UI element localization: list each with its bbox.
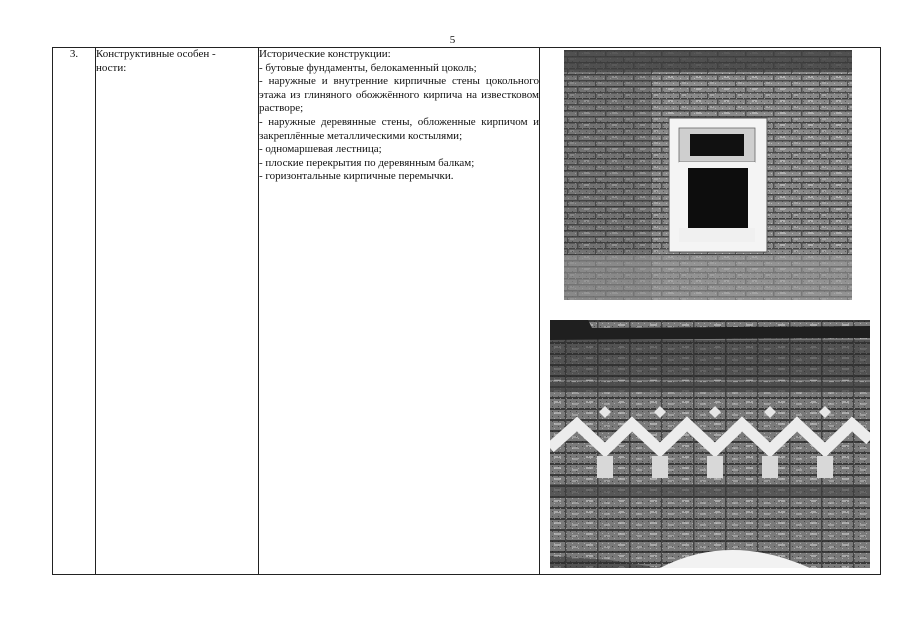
page-number: 5 [449,34,456,46]
brick-wall-window-photo [564,50,852,300]
row-number: 3. [53,48,96,575]
table-row [53,48,881,575]
features-table [52,47,881,575]
photos-cell [540,48,881,575]
row-label-line: ности: [96,61,127,74]
description-item: - наружные деревянные стены, обложенные кирпичом и закреплённые металлическими костылями; [259,115,539,142]
description-heading: Исторические конструкции: [259,48,391,60]
description-item: - плоские перекрытия по деревянным балкам; [259,156,475,169]
row-label [96,48,259,575]
row-description [259,48,540,575]
description-item: - наружные и внутренние кирпичные стены цокольного этажа из глиняного обожжённого кирпича на известковом растворе; [259,75,539,115]
description-item: - бутовые фундаменты, белокаменный цоколь; [259,61,477,74]
row-label-line: Конструктивные особен - [96,48,216,60]
description-item: - горизонтальные кирпичные перемычки. [259,170,454,183]
brick-cornice-ornament-photo [550,320,870,568]
description-item: - одномаршевая лестница; [259,143,382,156]
